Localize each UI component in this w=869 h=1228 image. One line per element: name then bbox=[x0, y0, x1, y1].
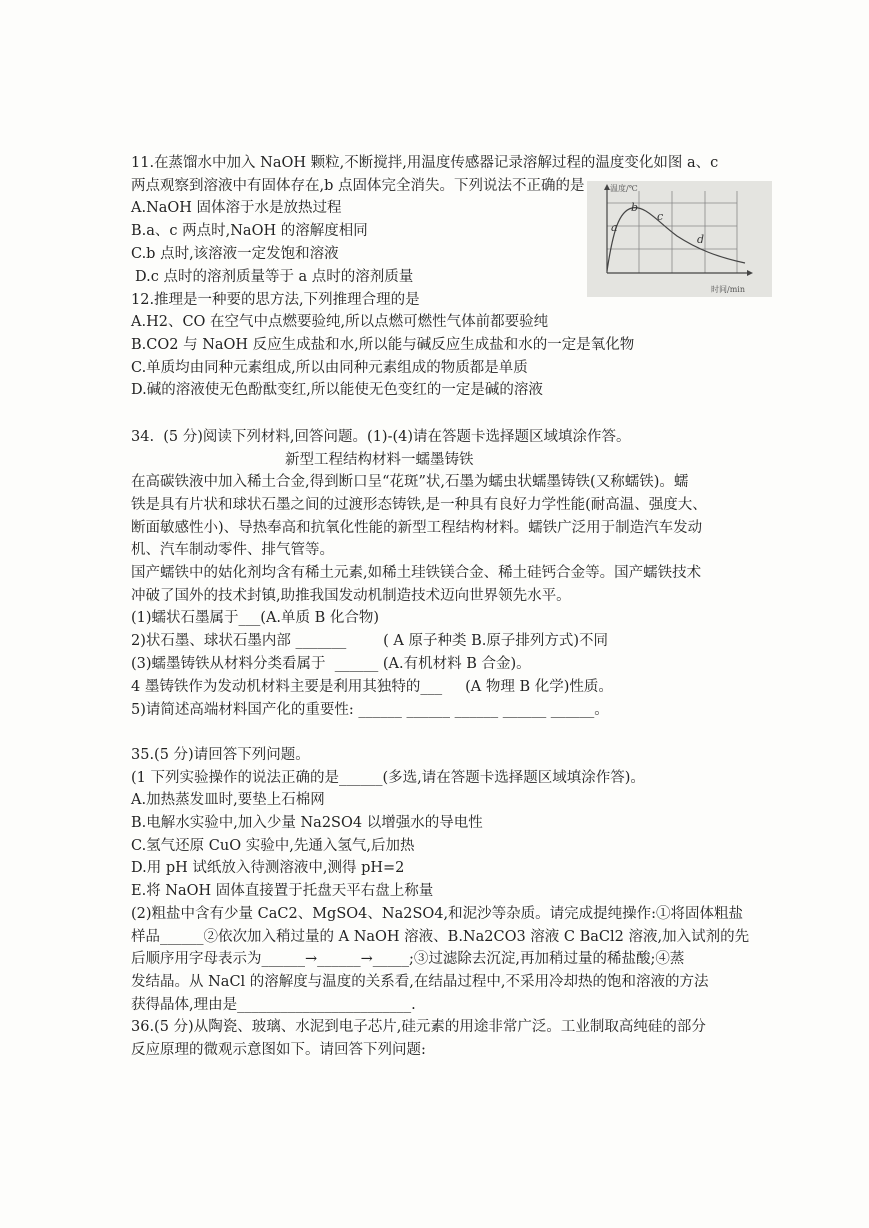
q34-subquestion-1: (1)蠕状石墨属于___(A.单质 B 化合物) bbox=[131, 610, 380, 626]
q35-option-c: C.氢气还原 CuO 实验中,先通入氢气,后加热 bbox=[131, 838, 415, 854]
q34-subquestion-2: 2)状石墨、球状石墨内部 _______ ( A 原子种类 B.原子排列方式)不同 bbox=[131, 633, 608, 649]
q35-subquestion-2-line2: 样品______②依次加入稍过量的 A NaOH 溶液、B.Na2CO3 溶液 C BaCl2 溶液,加入试剂的先 bbox=[131, 929, 750, 945]
q35-option-a: A.加热蒸发皿时,要垫上石棉网 bbox=[131, 792, 325, 808]
q35-subquestion-2-line3: 后顺序用字母表示为______→______→_____;③过滤除去沉淀,再加稍过量的稀盐酸;④蒸 bbox=[131, 951, 685, 967]
q35-option-b: B.电解水实验中,加入少量 Na2SO4 以增强水的导电性 bbox=[131, 815, 483, 831]
graph-y-axis-label: 温度/℃ bbox=[610, 184, 638, 193]
q34-subquestion-5: 5)请简述高端材料国产化的重要性: ______ ______ ______ ______ ______。 bbox=[131, 702, 609, 718]
q34-paragraph-line6: 冲破了国外的技术封镇,助推我国发动机制造技术迈向世界领先水平。 bbox=[131, 588, 571, 604]
q34-paragraph-line5: 国产蠕铁中的姑化剂均含有稀土元素,如稀土珪铁镁合金、稀土硅钙合金等。国产蠕铁技术 bbox=[131, 565, 702, 581]
q35-option-d: D.用 pH 试纸放入待测溶液中,测得 pH=2 bbox=[131, 860, 405, 876]
q35-subquestion-2-line4: 发结晶。从 NaCl 的溶解度与温度的关系看,在结晶过程中,不采用冷却热的饱和溶液的方法 bbox=[131, 974, 709, 990]
q12-option-b: B.CO2 与 NaOH 反应生成盐和水,所以能与碱反应生成盐和水的一定是氧化物 bbox=[131, 337, 635, 353]
q11-option-b: B.a、c 两点时,NaOH 的溶解度相同 bbox=[131, 223, 368, 239]
q34-article-title: 新型工程结构材料一蠕墨铸铁 bbox=[285, 452, 474, 468]
q34-paragraph-line3: 断面敏感性小)、导热奉高和抗氧化性能的新型工程结构材料。蠕铁广泛用于制造汽车发动 bbox=[131, 520, 703, 536]
q11-stem-line1: 11.在蒸馏水中加入 NaOH 颗粒,不断搅拌,用温度传感器记录溶解过程的温度变化如图 a、c bbox=[131, 155, 719, 171]
q34-paragraph-line1: 在高碳铁液中加入稀土合金,得到断口呈“花斑”状,石墨为蠕虫状蠕墨铸铁(又称蠕铁)。蠕 bbox=[131, 474, 689, 490]
graph-point-d: d bbox=[697, 233, 705, 246]
q34-paragraph-line2: 铁是具有片状和球状石墨之间的过渡形态铸铁,是一种具有良好力学性能(耐高温、强度大、 bbox=[131, 497, 707, 513]
graph-point-c: c bbox=[657, 210, 664, 223]
q34-stem: 34. (5 分)阅读下列材料,回答问题。(1)-(4)请在答题卡选择题区域填涂作答。 bbox=[131, 429, 631, 445]
q12-option-a: A.H2、CO 在空气中点燃要验纯,所以点燃可燃性气体前都要验纯 bbox=[131, 314, 549, 330]
q35-stem: 35.(5 分)请回答下列问题。 bbox=[131, 747, 310, 763]
graph-x-axis-label: 时间/min bbox=[711, 285, 745, 294]
temperature-graph-svg bbox=[587, 181, 772, 297]
q12-stem: 12.推理是一种要的思方法,下列推理合理的是 bbox=[131, 292, 420, 308]
graph-point-b: b bbox=[631, 201, 639, 214]
q34-subquestion-3: (3)蠕墨铸铁从材料分类看属于 ______ (A.有机材料 B 合金)。 bbox=[131, 656, 531, 672]
q11-stem-line2: 两点观察到溶液中有固体存在,b 点固体完全消失。下列说法不正确的是 bbox=[131, 178, 585, 194]
q11-option-d: D.c 点时的溶剂质量等于 a 点时的溶剂质量 bbox=[135, 269, 414, 285]
q36-stem-line2: 反应原理的微观示意图如下。请回答下列问题: bbox=[131, 1042, 426, 1058]
q34-subquestion-4: 4 墨铸铁作为发动机材料主要是利用其独特的___ (A 物理 B 化学)性质。 bbox=[131, 679, 613, 695]
temperature-graph bbox=[587, 181, 772, 297]
q12-option-d: D.碱的溶液使无色酚酞变红,所以能使无色变红的一定是碱的溶液 bbox=[131, 382, 543, 398]
q35-subquestion-2-line1: (2)粗盐中含有少量 CaC2、MgSO4、Na2SO4,和泥沙等杂质。请完成提纯操作:①将固体粗盐 bbox=[131, 906, 743, 922]
temperature-curve bbox=[607, 208, 745, 271]
graph-point-a: a bbox=[611, 221, 618, 234]
q35-subquestion-2-line5: 获得晶体,理由是________________________. bbox=[131, 997, 416, 1013]
q34-paragraph-line4: 机、汽车制动零件、排气管等。 bbox=[131, 542, 334, 558]
q12-option-c: C.单质均由同种元素组成,所以由同种元素组成的物质都是单质 bbox=[131, 360, 528, 376]
q11-option-c: C.b 点时,该溶液一定发饱和溶液 bbox=[131, 246, 339, 262]
q11-option-a: A.NaOH 固体溶于水是放热过程 bbox=[131, 200, 342, 216]
q35-subquestion-1: (1 下列实验操作的说法正确的是______(多选,请在答题卡选择题区域填涂作答)。 bbox=[131, 770, 645, 786]
q35-option-e: E.将 NaOH 固体直接置于托盘天平右盘上称量 bbox=[131, 883, 434, 899]
q36-stem-line1: 36.(5 分)从陶瓷、玻璃、水泥到电子芯片,硅元素的用途非常广泛。工业制取高纯硅的部分 bbox=[131, 1019, 706, 1035]
